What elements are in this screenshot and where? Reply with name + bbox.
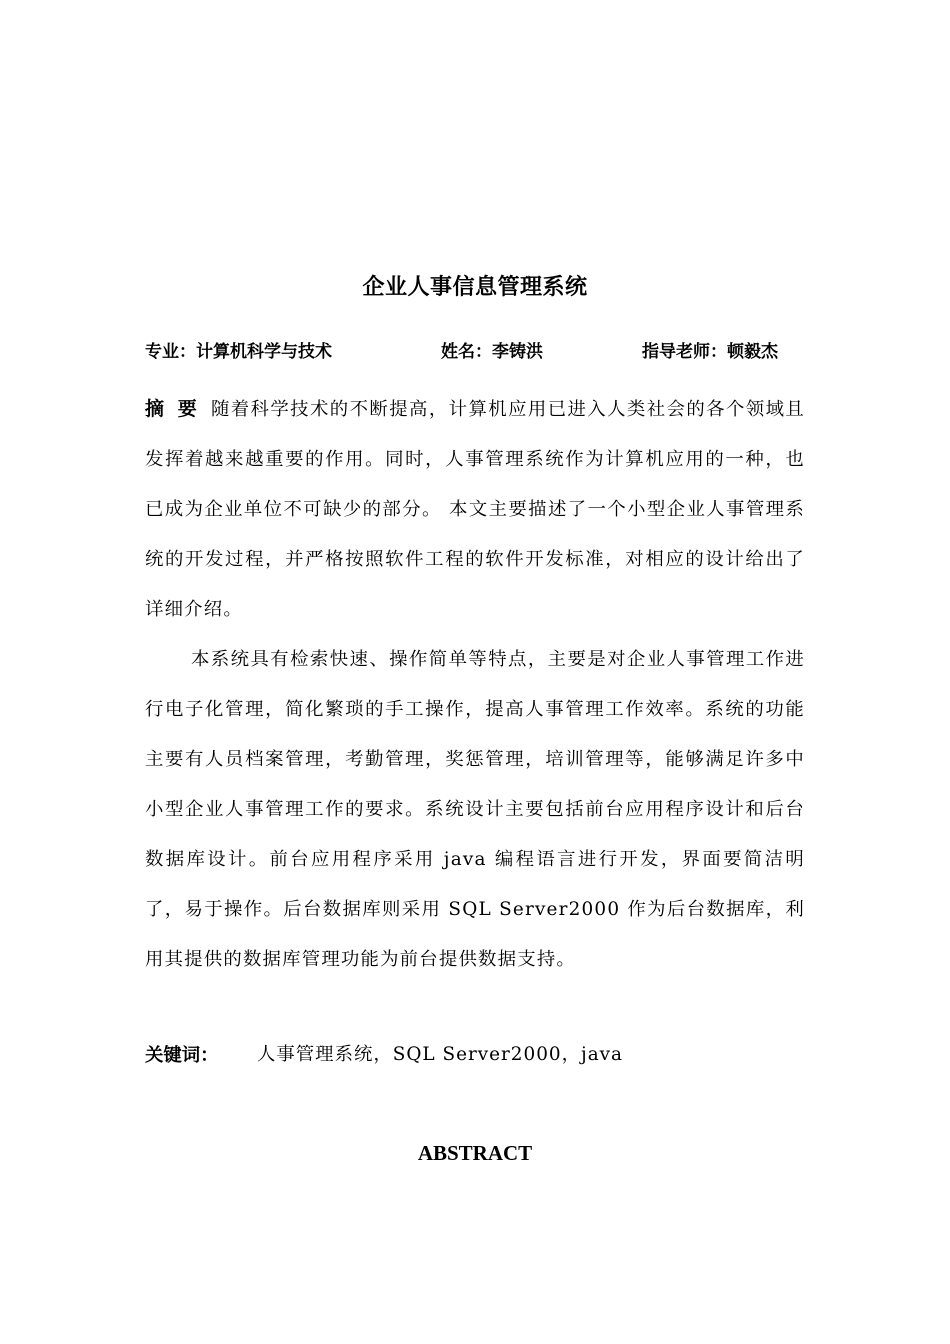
abstract-label: 摘 要 bbox=[145, 399, 201, 420]
document-title: 企业人事信息管理系统 bbox=[362, 274, 588, 299]
english-abstract-heading: ABSTRACT bbox=[417, 1141, 533, 1165]
student-name-field: 姓名：李铸洪 bbox=[441, 342, 543, 361]
author-info-row bbox=[145, 337, 805, 361]
abstract-paragraph bbox=[145, 385, 805, 635]
advisor-field: 指导老师：顿毅杰 bbox=[642, 342, 778, 361]
keywords-row bbox=[145, 1040, 805, 1070]
keywords-label: 关键词： bbox=[145, 1044, 219, 1065]
keywords-value: 人事管理系统，SQL Server2000，java bbox=[257, 1044, 624, 1065]
system-description-paragraph: 本系统具有检索快速、操作简单等特点，主要是对企业人事管理工作进行电子化管理，简化繁琐的手工操作，提高人事管理工作效率。系统的功能主要有人员档案管理，考勤管理，奖惩管理，培训管理等，能够满足许多中小型企业人事管理工作的要求。系统设计主要包括前台应用程序设计和后台数据库设计。前台应用程序采用 java 编程语言进行开发，界面要简洁明了，易于操作。后台数据库则采用 SQL Server2000 作为后台数据库，利用其提供的数据库管理功能为前台提供数据支持。 bbox=[145, 649, 805, 970]
abstract-text: 随着科学技术的不断提高，计算机应用已进入人类社会的各个领域且发挥着越来越重要的作用。同时，人事管理系统作为计算机应用的一种，也已成为企业单位不可缺少的部分。 本文主要描述了一个小型企业人事管理系统的开发过程，并严格按照软件工程的软件开发标准，对相应的设计给出了详细介绍。 bbox=[145, 399, 805, 620]
major-field: 专业：计算机科学与技术 bbox=[145, 342, 332, 361]
